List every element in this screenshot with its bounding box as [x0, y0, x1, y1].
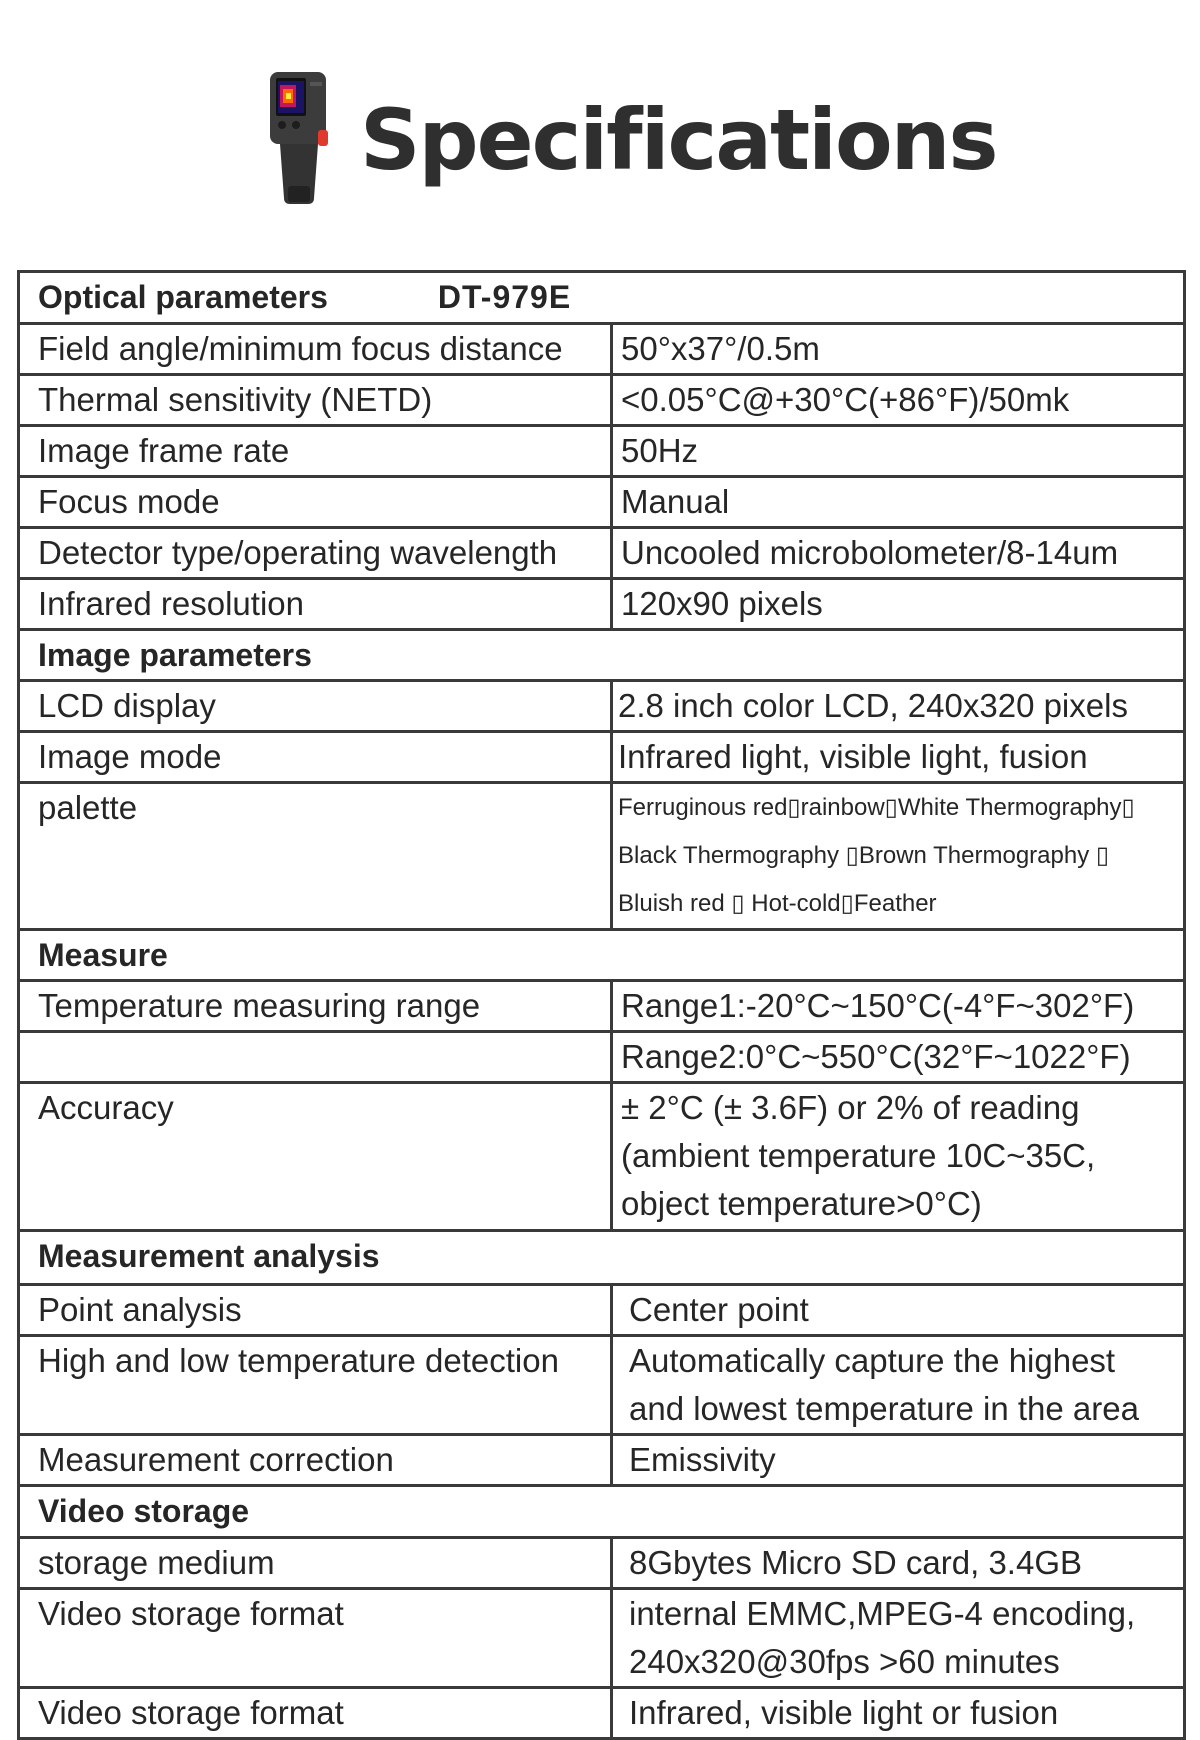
section-title-optical: Optical parameters [38, 279, 328, 315]
row-label: Video storage format [19, 1688, 612, 1739]
row-value: Infrared light, visible light, fusion [612, 732, 1185, 783]
row-label: Focus mode [19, 477, 612, 528]
section-title-analysis: Measurement analysis [19, 1231, 1185, 1285]
row-value: 50°x37°/0.5m [612, 324, 1185, 375]
thermal-camera-icon [266, 70, 334, 206]
spec-table [17, 270, 1186, 1740]
row-label-empty [19, 1032, 612, 1083]
row-label: High and low temperature detection [19, 1336, 612, 1435]
table-row [19, 1589, 1185, 1688]
accuracy-line: ± 2°C (± 3.6F) or 2% of reading [621, 1089, 1080, 1126]
table-row [19, 1336, 1185, 1435]
highlow-values [612, 1336, 1185, 1435]
palette-line: Ferruginous red▯rainbow▯White Thermography▯ [618, 794, 1135, 821]
table-section-header [19, 1231, 1185, 1285]
table-row [19, 681, 1185, 732]
row-value: 120x90 pixels [612, 579, 1185, 630]
row-value: Range1:-20°C~150°C(-4°F~302°F) [612, 981, 1185, 1032]
table-row [19, 1538, 1185, 1589]
row-value: <0.05°C@+30°C(+86°F)/50mk [612, 375, 1185, 426]
table-section-header [19, 930, 1185, 981]
table-row [19, 1435, 1185, 1486]
row-label: LCD display [19, 681, 612, 732]
row-value: 50Hz [612, 426, 1185, 477]
model-name: DT-979E [437, 279, 572, 315]
table-row [19, 1688, 1185, 1739]
row-label: Field angle/minimum focus distance [19, 324, 612, 375]
accuracy-line: object temperature>0°C) [621, 1185, 982, 1222]
row-label: storage medium [19, 1538, 612, 1589]
highlow-line: and lowest temperature in the area [629, 1390, 1139, 1427]
table-row [19, 981, 1185, 1032]
row-label: Measurement correction [19, 1435, 612, 1486]
row-label: Thermal sensitivity (NETD) [19, 375, 612, 426]
section-title-video: Video storage [19, 1486, 1185, 1538]
row-label: Infrared resolution [19, 579, 612, 630]
format-line: 240x320@30fps >60 minutes [629, 1643, 1060, 1680]
palette-line: Bluish red ▯ Hot-cold▯Feather [618, 890, 937, 917]
row-value: Center point [612, 1285, 1185, 1336]
table-section-header [19, 630, 1185, 681]
palette-line: Black Thermography ▯Brown Thermography ▯ [618, 842, 1110, 869]
page-header [0, 62, 1200, 212]
row-label: Point analysis [19, 1285, 612, 1336]
table-section-header [19, 272, 1185, 324]
row-value: 2.8 inch color LCD, 240x320 pixels [612, 681, 1185, 732]
row-label: Image mode [19, 732, 612, 783]
accuracy-values [612, 1083, 1185, 1231]
row-label: Image frame rate [19, 426, 612, 477]
page-title: Specifications [360, 91, 997, 189]
table-section-header [19, 1486, 1185, 1538]
table-row [19, 477, 1185, 528]
format-line: internal EMMC,MPEG-4 encoding, [629, 1595, 1136, 1632]
table-row [19, 579, 1185, 630]
table-row [19, 426, 1185, 477]
table-row [19, 732, 1185, 783]
row-label: Detector type/operating wavelength [19, 528, 612, 579]
table-row [19, 375, 1185, 426]
format-values [612, 1589, 1185, 1688]
row-label: Temperature measuring range [19, 981, 612, 1032]
row-value: Range2:0°C~550°C(32°F~1022°F) [612, 1032, 1185, 1083]
table-row [19, 783, 1185, 930]
row-label: Video storage format [19, 1589, 612, 1688]
row-label: palette [19, 783, 612, 930]
row-value: Uncooled microbolometer/8-14um [612, 528, 1185, 579]
row-label: Accuracy [19, 1083, 612, 1231]
row-value: Manual [612, 477, 1185, 528]
palette-values [612, 783, 1185, 930]
table-row [19, 1032, 1185, 1083]
table-row [19, 1083, 1185, 1231]
highlow-line: Automatically capture the highest [629, 1342, 1116, 1379]
section-title-measure: Measure [19, 930, 1185, 981]
row-value: 8Gbytes Micro SD card, 3.4GB [612, 1538, 1185, 1589]
table-row [19, 1285, 1185, 1336]
table-row [19, 324, 1185, 375]
section-title-image: Image parameters [19, 630, 1185, 681]
row-value: Emissivity [612, 1435, 1185, 1486]
table-row [19, 528, 1185, 579]
accuracy-line: (ambient temperature 10C~35C, [621, 1137, 1096, 1174]
row-value: Infrared, visible light or fusion [612, 1688, 1185, 1739]
